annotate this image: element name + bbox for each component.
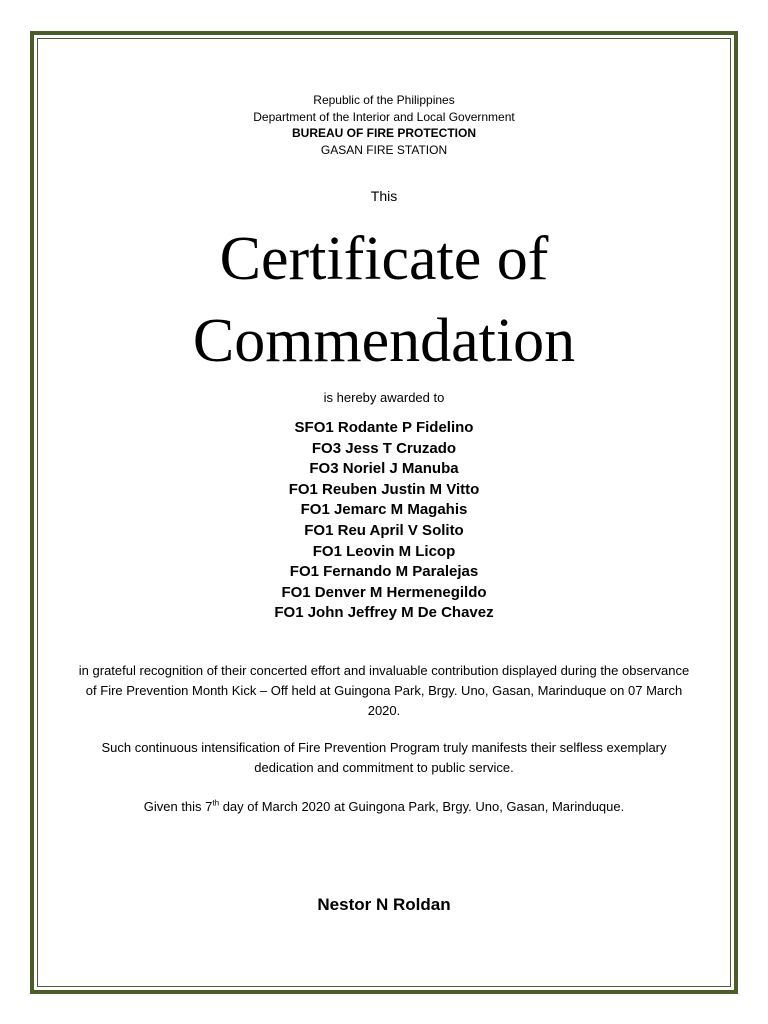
header-republic: Republic of the Philippines [313,93,455,107]
recipient-list [37,418,731,624]
recipient-name: FO3 Jess T Cruzado [311,439,457,457]
recipient-name: FO1 Denver M Hermenegildo [281,583,487,601]
recipient-name: FO1 Leovin M Licop [312,542,456,560]
certificate-header [37,92,731,158]
certificate-title-line-1: Certificate of [219,225,549,293]
recipient-name: FO3 Noriel J Manuba [309,460,459,478]
given-suffix: day of March 2020 at Guingona Park, Brgy. Uno, Gasan, Marinduque. [219,799,625,814]
intro-text: This [370,188,398,204]
recipient-name: FO1 Reuben Justin M Vitto [288,480,480,498]
header-bureau: BUREAU OF FIRE PROTECTION [291,126,476,140]
recipient-name: FO1 Fernando M Paralejas [289,563,479,581]
header-department: Department of the Interior and Local Government [253,109,515,124]
recipient-name: SFO1 Rodante P Fidelino [294,419,474,436]
recipient-name: FO1 Jemarc M Magahis [300,501,468,519]
header-station: GASAN FIRE STATION [320,142,448,157]
program-paragraph: Such continuous intensification of Fire Prevention Program truly manifests their selfless exemplary dedication and commitment to public service. [101,740,667,775]
given-ordinal-suffix: th [212,798,220,808]
recognition-paragraph: in grateful recognition of their concerted effort and invaluable contribution displayed during the observance of Fire Prevention Month Kick – Off held at Guingona Park, Brgy. Uno, Gasan, Marinduque on 07 March 2020. [78,663,690,718]
awarded-text: is hereby awarded to [323,390,445,405]
recipient-name: FO1 John Jeffrey M De Chavez [274,604,494,622]
signer-name: Nestor N Roldan [317,895,451,914]
given-date-paragraph [77,797,691,817]
certificate-title-line-2: Commendation [192,307,576,375]
given-prefix: Given this 7 [143,799,213,814]
recipient-name: FO1 Reu April V Solito [304,521,464,539]
